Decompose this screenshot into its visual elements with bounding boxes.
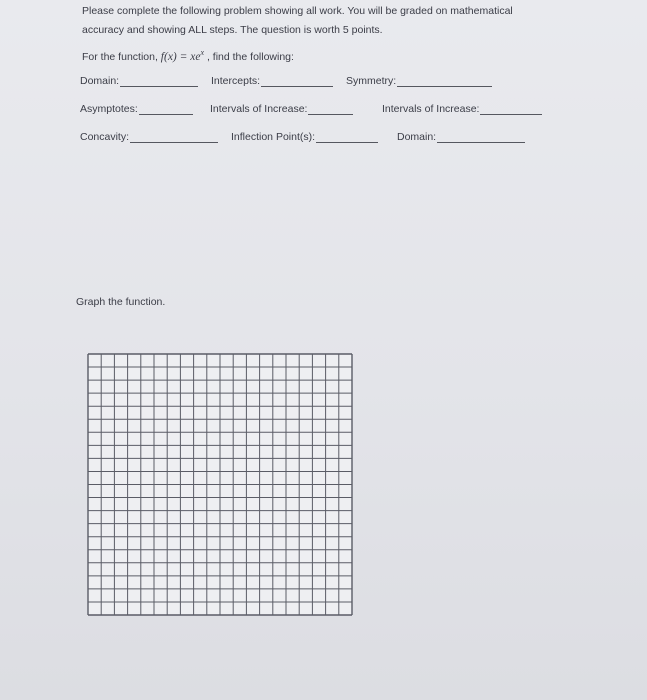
asymptotes-label: Asymptotes: <box>80 103 138 115</box>
domain-label: Domain: <box>80 75 120 87</box>
problem-prompt <box>82 48 294 63</box>
function-expression <box>160 48 205 63</box>
inflection-points-field <box>231 131 378 143</box>
domain-field <box>80 75 198 87</box>
intercepts-field <box>211 75 333 87</box>
instructions-line-2: accuracy and showing ALL steps. The question is worth 5 points. <box>82 24 383 36</box>
graph-grid-svg <box>87 353 353 616</box>
inflection-points-answer-blank[interactable] <box>316 132 378 143</box>
graph-instruction: Graph the function. <box>76 296 166 308</box>
function-base: f(x) = xe <box>160 50 201 63</box>
instructions-line-1: Please complete the following problem showing all work. You will be graded on mathematical <box>82 5 513 17</box>
intervals-increase-2-field <box>382 103 542 115</box>
prompt-lead: For the function, <box>82 50 161 63</box>
symmetry-answer-blank[interactable] <box>397 76 492 87</box>
inflection-points-label: Inflection Point(s): <box>231 131 316 143</box>
concavity-answer-blank[interactable] <box>130 132 218 143</box>
intercepts-answer-blank[interactable] <box>261 76 333 87</box>
asymptotes-answer-blank[interactable] <box>139 104 193 115</box>
intervals-increase-2-label: Intervals of Increase: <box>382 103 480 115</box>
domain-2-label: Domain: <box>397 131 437 143</box>
concavity-label: Concavity: <box>80 131 130 143</box>
asymptotes-field <box>80 103 193 115</box>
domain-answer-blank[interactable] <box>120 76 198 87</box>
prompt-tail: , find the following: <box>204 50 294 63</box>
symmetry-label: Symmetry: <box>346 75 397 87</box>
intervals-increase-label: Intervals of Increase: <box>210 103 308 115</box>
graph-grid[interactable] <box>87 353 353 621</box>
intervals-increase-field <box>210 103 353 115</box>
domain-2-field <box>397 131 525 143</box>
symmetry-field <box>346 75 492 87</box>
intervals-increase-answer-blank[interactable] <box>308 104 353 115</box>
concavity-field <box>80 131 218 143</box>
domain-2-answer-blank[interactable] <box>437 132 525 143</box>
intercepts-label: Intercepts: <box>211 75 261 87</box>
function-exponent: x <box>200 48 205 57</box>
instructions <box>82 2 513 40</box>
intervals-increase-2-answer-blank[interactable] <box>480 104 542 115</box>
